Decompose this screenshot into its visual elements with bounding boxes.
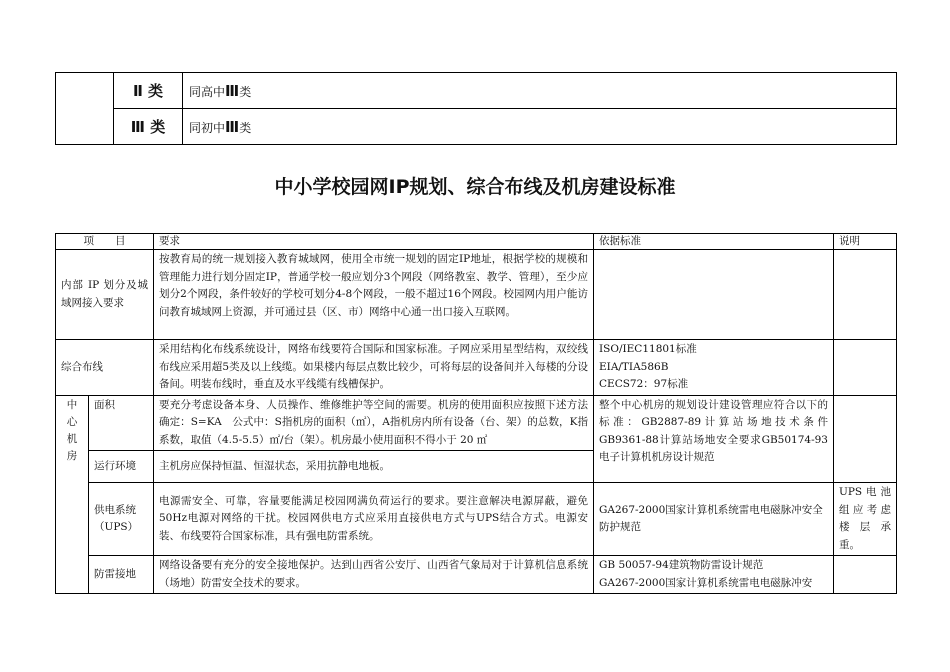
class-desc [183,73,897,109]
basis-ups: GA267-2000国家计算机系统雷电电磁脉冲安全防护规范 [594,483,834,556]
note-ip [834,250,897,340]
class-desc-roman: Ⅲ [225,81,240,100]
note-ups: UPS电池组应考虑楼层承重。 [834,483,897,556]
class-row-2 [56,73,897,109]
header-item: 项 目 [56,234,154,250]
table-row-ups [56,483,897,556]
item-lightning: 防雷接地 [89,556,154,594]
requirement-area: 要充分考虑设备本身、人员操作、维修维护等空间的需要。机房的使用面积应按照下述方法确定：S=KA 公式中：S指机房的面积（㎡），A指机房内所有设备（台、架）的总数，K指系数，取值（4.5-5.5）㎡/台（架）。机房最小使用面积不得小于 20 ㎡ [154,395,594,451]
item-ups: 供电系统（UPS） [89,483,154,556]
basis-lightning [594,556,834,594]
note-cabling [834,340,897,396]
item-cabling: 综合布线 [56,340,154,396]
basis-line: GA267-2000国家计算机系统雷电电磁脉冲安 [599,576,813,589]
basis-line: GB 50057-94建筑物防雷设计规范 [599,559,764,571]
requirement-lightning: 网络设备要有充分的安全接地保护。达到山西省公安厅、山西省气象局对于计算机信息系统（场地）防雷安全技术的要求。 [154,556,594,594]
class-label: Ⅱ 类 [114,73,183,109]
class-row-3 [56,109,897,145]
table-row-cabling [56,340,897,396]
class-table-blank-cell [56,73,114,145]
item-area: 面积 [89,395,154,451]
header-basis: 依据标准 [594,234,834,250]
requirement-cabling: 采用结构化布线系统设计，网络布线要符合国际和国家标准。子网应采用星型结构，双绞线布线应采用超5类及以上线缆。如果楼内每层点数比较少，可将每层的设备间并入每楼的分设备间。明装布线时，垂直及水平线缆有线槽保护。 [154,340,594,396]
standards-table [55,233,897,594]
document-title: 中小学校园网IP规划、综合布线及机房建设标准 [274,176,676,198]
class-desc-prefix: 同初中 [189,120,226,135]
machine-room-char: 中 [66,398,78,411]
table-row-ip [56,250,897,340]
machine-room-char: 机 [66,432,78,445]
machine-room-char: 房 [66,449,78,462]
basis-line: EIA/TIA586B [599,360,669,373]
requirement-ip: 按教育局的统一规划接入教育城域网，使用全市统一规划的固定IP地址，根据学校的规模和管理能力进行划分固定IP，普通学校一般应划分3个网段（网络教室、教学、管理），至少应划分2个网段，条件较好的学校可划分4-8个网段，一般不超过16个网段。校园网内用户能访问教育城域网上资源，并可通过县（区、市）网络中心通一出口接入互联网。 [154,250,594,340]
class-desc-roman: Ⅲ [225,117,240,136]
note-lightning [834,556,897,594]
basis-area-env: 整个中心机房的规划设计建设管理应符合以下的标准：GB2887-89计算站场地技术条件GB9361-88计算站场地安全要求GB50174-93电子计算机机房设计规范 [594,395,834,483]
item-env: 运行环境 [89,451,154,483]
requirement-ups: 电源需安全、可靠，容量要能满足校园网满负荷运行的要求。要注意解决电源屏蔽，避免50Hz电源对网络的干扰。校园网供电方式应采用直接供电方式与UPS结合方式。电源安装、布线要符合国家标准，具有强电防雷系统。 [154,483,594,556]
basis-ip [594,250,834,340]
class-desc-suffix: 类 [239,120,252,135]
table-header-row [56,234,897,250]
basis-cabling [594,340,834,396]
requirement-env: 主机房应保持恒温、恒湿状态，采用抗静电地板。 [154,451,594,483]
header-note: 说明 [834,234,897,250]
item-ip: 内部 IP 划分及城域网接入要求 [56,250,154,340]
basis-line: ISO/IEC11801标准 [599,343,697,355]
class-label: Ⅲ 类 [114,109,183,145]
class-table [55,72,897,145]
header-requirement: 要求 [154,234,594,250]
class-desc-suffix: 类 [239,84,252,99]
table-row-lightning [56,556,897,594]
machine-room-label [56,395,89,594]
basis-line: CECS72：97标准 [599,378,689,390]
class-desc-prefix: 同高中 [189,84,226,99]
note-area-env [834,395,897,483]
table-row-area [56,395,897,451]
machine-room-char: 心 [66,415,78,428]
class-desc [183,109,897,145]
